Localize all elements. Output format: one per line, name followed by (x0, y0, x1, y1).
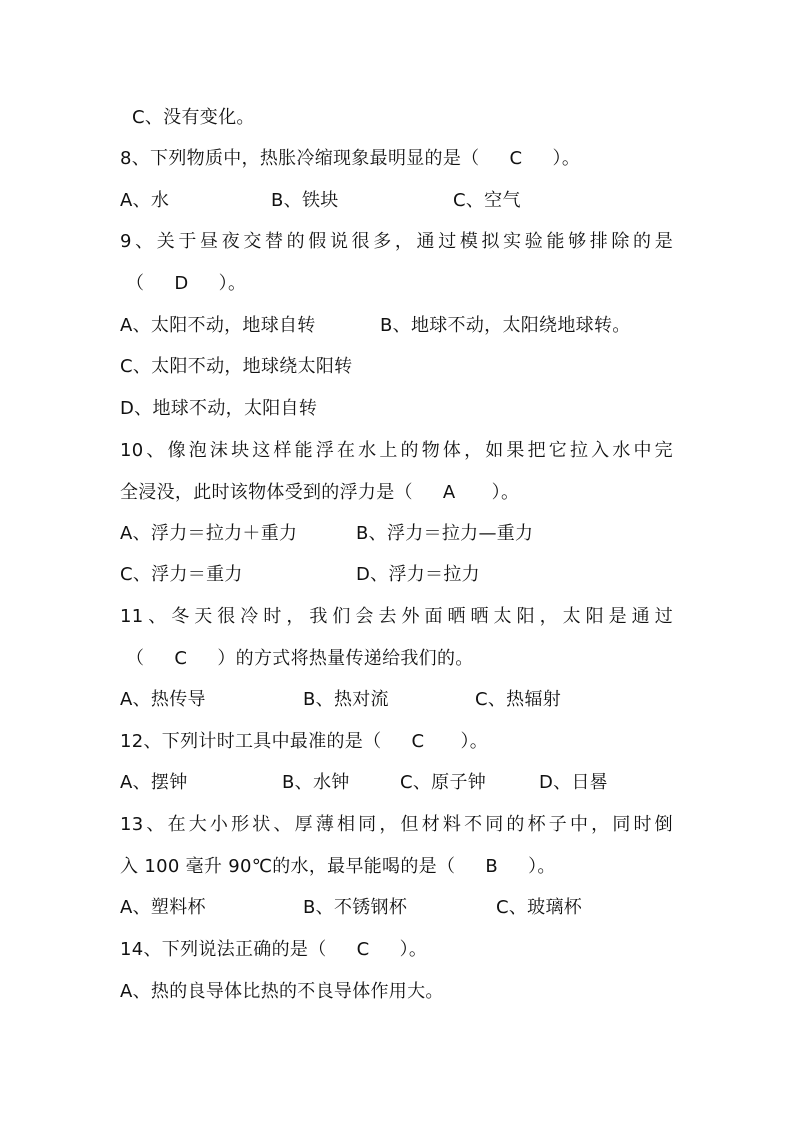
q10-option-a: A、浮力＝拉力＋重力 (120, 523, 298, 544)
q7-option-c: C、没有变化。 (132, 107, 255, 128)
q10-stem-line1: 10、像泡沫块这样能浮在水上的物体，如果把它拉入水中完 (120, 440, 673, 461)
q11-stem-line1: 11、冬天很冷时，我们会去外面晒晒太阳，太阳是通过 (120, 606, 673, 627)
q9-option-a: A、太阳不动，地球自转 (120, 315, 316, 336)
q12-stem: 12、下列计时工具中最准的是（ C ）。 (120, 731, 489, 752)
q10-stem-line2: 全浸没，此时该物体受到的浮力是（ A ）。 (120, 482, 520, 503)
q13-stem-line1: 13、在大小形状、厚薄相同，但材料不同的杯子中，同时倒 (120, 814, 673, 835)
q13-stem-line2: 入 100 毫升 90℃的水，最早能喝的是（ B ）。 (120, 856, 556, 877)
q8-option-c: C、空气 (453, 190, 521, 211)
q10-option-c: C、浮力＝重力 (120, 564, 243, 585)
q10-option-d: D、浮力＝拉力 (356, 564, 480, 585)
q10-option-b: B、浮力＝拉力—重力 (356, 523, 534, 544)
q14-option-a: A、热的良导体比热的不良导体作用大。 (120, 981, 444, 1002)
q11-option-b: B、热对流 (303, 689, 389, 710)
q12-option-c: C、原子钟 (400, 772, 487, 793)
q9-option-c: C、太阳不动，地球绕太阳转 (120, 356, 353, 377)
q11-stem-line2: （ C ）的方式将热量传递给我们的。 (126, 648, 474, 669)
q8-option-b: B、铁块 (271, 190, 339, 211)
q11-option-c: C、热辐射 (475, 689, 562, 710)
q14-stem: 14、下列说法正确的是（ C ）。 (120, 939, 428, 960)
q13-option-b: B、不锈钢杯 (303, 897, 408, 918)
q13-option-c: C、玻璃杯 (496, 897, 583, 918)
q11-option-a: A、热传导 (120, 689, 206, 710)
q9-stem-line2: （ D ）。 (126, 273, 247, 294)
q9-option-d: D、地球不动，太阳自转 (120, 398, 318, 419)
q9-option-b: B、地球不动，太阳绕地球转。 (380, 315, 631, 336)
q12-option-d: D、日晷 (539, 772, 609, 793)
q12-option-a: A、摆钟 (120, 772, 188, 793)
q13-option-a: A、塑料杯 (120, 897, 206, 918)
q8-stem: 8、下列物质中，热胀冷缩现象最明显的是（ C ）。 (120, 148, 581, 169)
q8-option-a: A、水 (120, 190, 170, 211)
q9-stem-line1: 9、关于昼夜交替的假说很多，通过模拟实验能够排除的是 (120, 231, 673, 252)
q12-option-b: B、水钟 (282, 772, 350, 793)
